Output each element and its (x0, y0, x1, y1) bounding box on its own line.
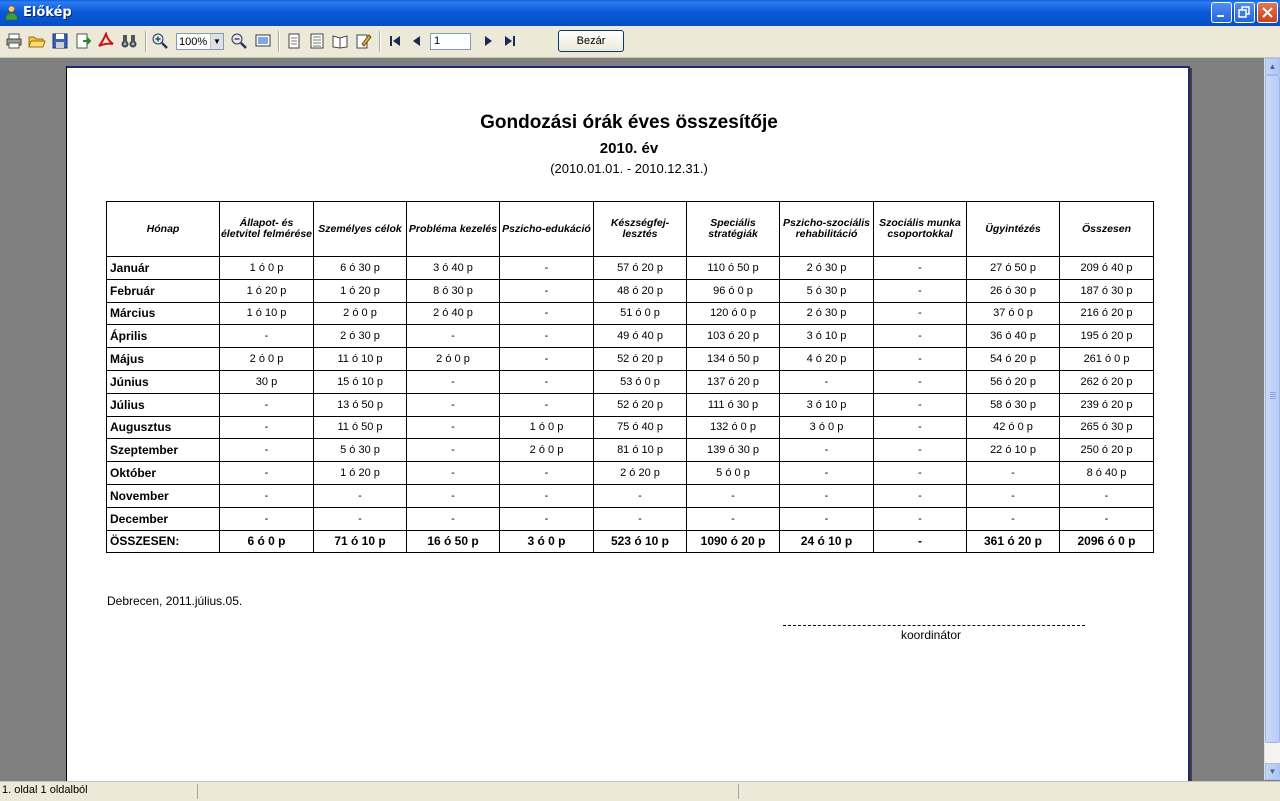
value-cell: 3 ó 40 p (407, 257, 500, 280)
value-cell: 8 ó 40 p (1060, 462, 1154, 485)
value-cell: 8 ó 30 p (407, 279, 500, 302)
value-cell: 5 ó 30 p (314, 439, 407, 462)
value-cell: - (780, 370, 874, 393)
value-cell: - (874, 370, 967, 393)
value-cell: - (780, 439, 874, 462)
book-view-button[interactable] (331, 32, 349, 50)
value-cell: - (314, 484, 407, 507)
value-cell: 49 ó 40 p (594, 325, 687, 348)
close-icon (1258, 3, 1277, 22)
value-cell: 134 ó 50 p (687, 348, 780, 371)
table-row (107, 279, 1154, 302)
total-cell: 3 ó 0 p (500, 530, 594, 553)
toolbar (0, 26, 1280, 58)
month-cell: Május (107, 348, 220, 371)
col-header: Ügyintézés (967, 202, 1060, 257)
table-row (107, 484, 1154, 507)
page-setup-button[interactable] (354, 32, 372, 50)
value-cell: - (967, 507, 1060, 530)
table-row (107, 416, 1154, 439)
value-cell: 11 ó 50 p (314, 416, 407, 439)
value-cell: 27 ó 50 p (967, 257, 1060, 280)
value-cell: - (220, 416, 314, 439)
thumb-grip (1270, 394, 1276, 395)
month-cell: November (107, 484, 220, 507)
open-book-icon (331, 32, 349, 50)
value-cell: 81 ó 10 p (594, 439, 687, 462)
total-cell: 6 ó 0 p (220, 530, 314, 553)
open-button[interactable] (28, 32, 46, 50)
value-cell: 4 ó 20 p (780, 348, 874, 371)
close-preview-button[interactable]: Bezár (558, 30, 624, 52)
value-cell: - (874, 507, 967, 530)
value-cell: - (500, 370, 594, 393)
total-label: ÖSSZESEN: (107, 530, 220, 553)
zoom-value: 100% (179, 36, 208, 48)
report-title: Gondozási órák éves összesítője (480, 112, 778, 133)
value-cell: 2 ó 0 p (407, 348, 500, 371)
total-cell: 24 ó 10 p (780, 530, 874, 553)
save-button[interactable] (51, 32, 69, 50)
table-row (107, 393, 1154, 416)
zoom-select[interactable] (176, 33, 224, 50)
value-cell: - (874, 484, 967, 507)
col-header: Pszicho-szociális rehabilitáció (780, 202, 874, 257)
value-cell: - (407, 370, 500, 393)
value-cell: 132 ó 0 p (687, 416, 780, 439)
value-cell: 103 ó 20 p (687, 325, 780, 348)
col-header: Összesen (1060, 202, 1154, 257)
value-cell: - (500, 393, 594, 416)
place-and-date: Debrecen, 2011.július.05. (107, 594, 243, 608)
export-document-icon (74, 32, 92, 50)
floppy-disk-icon (51, 32, 69, 50)
value-cell: - (220, 439, 314, 462)
value-cell: 75 ó 40 p (594, 416, 687, 439)
total-cell: 361 ó 20 p (967, 530, 1060, 553)
value-cell: 11 ó 10 p (314, 348, 407, 371)
value-cell: - (407, 484, 500, 507)
signature-line (783, 625, 1085, 626)
month-cell: December (107, 507, 220, 530)
total-cell: - (874, 530, 967, 553)
value-cell: 2 ó 30 p (780, 257, 874, 280)
col-header: Probléma kezelés (407, 202, 500, 257)
total-cell: 523 ó 10 p (594, 530, 687, 553)
next-page-icon (479, 32, 497, 50)
table-row (107, 507, 1154, 530)
value-cell: 216 ó 20 p (1060, 302, 1154, 325)
col-header: Készségfej-lesztés (594, 202, 687, 257)
signature-label: koordinátor (901, 628, 962, 642)
value-cell: - (407, 439, 500, 462)
value-cell: - (500, 302, 594, 325)
value-cell: 265 ó 30 p (1060, 416, 1154, 439)
value-cell: 250 ó 20 p (1060, 439, 1154, 462)
col-header: Speciális stratégiák (687, 202, 780, 257)
value-cell: - (500, 462, 594, 485)
last-page-icon (501, 32, 519, 50)
single-page-icon (285, 32, 303, 50)
report-year: 2010. év (599, 140, 659, 157)
window-title: Előkép (23, 5, 72, 20)
value-cell: - (874, 257, 967, 280)
value-cell: 195 ó 20 p (1060, 325, 1154, 348)
full-page-button[interactable] (254, 32, 272, 50)
total-cell: 71 ó 10 p (314, 530, 407, 553)
value-cell: 2 ó 30 p (780, 302, 874, 325)
report-page (66, 66, 1190, 796)
continuous-page-button[interactable] (308, 32, 326, 50)
vertical-scrollbar[interactable] (1264, 58, 1280, 780)
total-cell: 1090 ó 20 p (687, 530, 780, 553)
value-cell: 6 ó 30 p (314, 257, 407, 280)
value-cell: - (874, 302, 967, 325)
value-cell: - (220, 462, 314, 485)
value-cell: 5 ó 30 p (780, 279, 874, 302)
month-cell: Október (107, 462, 220, 485)
value-cell: 1 ó 20 p (314, 279, 407, 302)
value-cell: - (407, 507, 500, 530)
value-cell: 209 ó 40 p (1060, 257, 1154, 280)
value-cell: - (220, 393, 314, 416)
total-cell: 2096 ó 0 p (1060, 530, 1154, 553)
month-cell: Április (107, 325, 220, 348)
title-bar (0, 0, 1280, 26)
value-cell: - (594, 507, 687, 530)
value-cell: 5 ó 0 p (687, 462, 780, 485)
status-bar (0, 781, 1280, 801)
value-cell: - (687, 484, 780, 507)
col-header: Hónap (107, 202, 220, 257)
minimize-button[interactable] (1211, 2, 1232, 23)
value-cell: - (1060, 507, 1154, 530)
value-cell: 261 ó 0 p (1060, 348, 1154, 371)
table-row (107, 370, 1154, 393)
maximize-button[interactable] (1234, 2, 1255, 23)
value-cell: - (500, 325, 594, 348)
value-cell: 52 ó 20 p (594, 348, 687, 371)
value-cell: 2 ó 30 p (314, 325, 407, 348)
value-cell: - (500, 348, 594, 371)
previous-page-button[interactable] (408, 32, 426, 50)
toolbar-separator (145, 31, 147, 52)
toolbar-separator (379, 31, 381, 52)
value-cell: 110 ó 50 p (687, 257, 780, 280)
app-person-icon (4, 5, 19, 21)
value-cell: 57 ó 20 p (594, 257, 687, 280)
value-cell: - (220, 484, 314, 507)
table-row (107, 439, 1154, 462)
value-cell: - (874, 462, 967, 485)
value-cell: 187 ó 30 p (1060, 279, 1154, 302)
value-cell: 3 ó 0 p (780, 416, 874, 439)
value-cell: 137 ó 20 p (687, 370, 780, 393)
value-cell: - (967, 462, 1060, 485)
value-cell: - (407, 416, 500, 439)
printer-icon (5, 32, 23, 50)
value-cell: - (874, 393, 967, 416)
summary-table (106, 201, 1154, 553)
month-cell: Július (107, 393, 220, 416)
value-cell: 2 ó 20 p (594, 462, 687, 485)
value-cell: - (967, 484, 1060, 507)
value-cell: 3 ó 10 p (780, 325, 874, 348)
zoom-in-button[interactable] (151, 32, 169, 50)
table-row (107, 325, 1154, 348)
total-row (107, 530, 1154, 553)
value-cell: 1 ó 10 p (220, 302, 314, 325)
value-cell: 262 ó 20 p (1060, 370, 1154, 393)
month-cell: Március (107, 302, 220, 325)
value-cell: 2 ó 0 p (314, 302, 407, 325)
value-cell: 13 ó 50 p (314, 393, 407, 416)
value-cell: 22 ó 10 p (967, 439, 1060, 462)
thumb-grip (1270, 396, 1276, 397)
value-cell: - (874, 416, 967, 439)
first-page-button[interactable] (386, 32, 404, 50)
header-row (107, 202, 1154, 257)
value-cell: 2 ó 0 p (500, 439, 594, 462)
value-cell: 54 ó 20 p (967, 348, 1060, 371)
print-button[interactable] (5, 32, 23, 50)
value-cell: 42 ó 0 p (967, 416, 1060, 439)
last-page-button[interactable] (501, 32, 519, 50)
report-date-range: (2010.01.01. - 2010.12.31.) (550, 161, 708, 176)
value-cell: - (874, 325, 967, 348)
value-cell: 139 ó 30 p (687, 439, 780, 462)
month-cell: Augusztus (107, 416, 220, 439)
folder-open-icon (28, 32, 46, 50)
value-cell: 52 ó 20 p (594, 393, 687, 416)
value-cell: - (1060, 484, 1154, 507)
scroll-down-button[interactable]: ▼ (1265, 763, 1280, 780)
value-cell: 1 ó 0 p (220, 257, 314, 280)
value-cell: 58 ó 30 p (967, 393, 1060, 416)
month-cell: Január (107, 257, 220, 280)
export-button[interactable] (74, 32, 92, 50)
value-cell: - (220, 507, 314, 530)
total-cell: 16 ó 50 p (407, 530, 500, 553)
value-cell: 1 ó 0 p (500, 416, 594, 439)
value-cell: - (874, 279, 967, 302)
find-button[interactable] (120, 32, 138, 50)
value-cell: 48 ó 20 p (594, 279, 687, 302)
value-cell: - (407, 462, 500, 485)
pdf-export-button[interactable] (97, 32, 115, 50)
value-cell: 2 ó 40 p (407, 302, 500, 325)
minimize-icon (1212, 3, 1231, 22)
edit-page-icon (354, 32, 372, 50)
table-row (107, 302, 1154, 325)
value-cell: 37 ó 0 p (967, 302, 1060, 325)
value-cell: 96 ó 0 p (687, 279, 780, 302)
value-cell: 2 ó 0 p (220, 348, 314, 371)
binoculars-icon (120, 32, 138, 50)
value-cell: - (500, 279, 594, 302)
scroll-up-button[interactable]: ▲ (1265, 58, 1280, 75)
page-number-input[interactable]: 1 (430, 33, 471, 50)
value-cell: - (780, 462, 874, 485)
restore-icon (1235, 3, 1254, 22)
value-cell: 1 ó 20 p (220, 279, 314, 302)
pdf-icon (97, 32, 115, 50)
toolbar-separator (278, 31, 280, 52)
zoom-out-icon (230, 32, 248, 50)
table-row (107, 257, 1154, 280)
next-page-button[interactable] (479, 32, 497, 50)
value-cell: 30 p (220, 370, 314, 393)
table-row (107, 348, 1154, 371)
multi-page-icon (308, 32, 326, 50)
col-header: Szociális munka csoportokkal (874, 202, 967, 257)
status-panel (198, 784, 739, 799)
value-cell: - (687, 507, 780, 530)
value-cell: 26 ó 30 p (967, 279, 1060, 302)
value-cell: 120 ó 0 p (687, 302, 780, 325)
full-page-icon (254, 32, 272, 50)
value-cell: 111 ó 30 p (687, 393, 780, 416)
value-cell: - (500, 257, 594, 280)
value-cell: - (874, 439, 967, 462)
value-cell: - (780, 507, 874, 530)
value-cell: - (874, 348, 967, 371)
value-cell: 56 ó 20 p (967, 370, 1060, 393)
month-cell: Szeptember (107, 439, 220, 462)
value-cell: - (314, 507, 407, 530)
chevron-down-icon[interactable]: ▼ (210, 34, 223, 49)
first-page-icon (386, 32, 404, 50)
month-cell: Február (107, 279, 220, 302)
value-cell: 51 ó 0 p (594, 302, 687, 325)
value-cell: - (500, 484, 594, 507)
value-cell: - (407, 393, 500, 416)
value-cell: 1 ó 20 p (314, 462, 407, 485)
value-cell: 3 ó 10 p (780, 393, 874, 416)
value-cell: - (780, 484, 874, 507)
col-header: Állapot- és életvitel felmérése (220, 202, 314, 257)
value-cell: - (594, 484, 687, 507)
value-cell: 239 ó 20 p (1060, 393, 1154, 416)
zoom-in-icon (151, 32, 169, 50)
status-page-info: 1. oldal 1 oldalból (0, 784, 198, 799)
scroll-thumb[interactable] (1265, 75, 1280, 743)
previous-page-icon (408, 32, 426, 50)
value-cell: - (407, 325, 500, 348)
col-header: Személyes célok (314, 202, 407, 257)
value-cell: 15 ó 10 p (314, 370, 407, 393)
single-page-button[interactable] (285, 32, 303, 50)
value-cell: 36 ó 40 p (967, 325, 1060, 348)
value-cell: - (500, 507, 594, 530)
close-window-button[interactable] (1257, 2, 1278, 23)
thumb-grip (1270, 398, 1276, 399)
zoom-out-button[interactable] (230, 32, 248, 50)
col-header: Pszicho-edukáció (500, 202, 594, 257)
table-row (107, 462, 1154, 485)
value-cell: 53 ó 0 p (594, 370, 687, 393)
thumb-grip (1270, 392, 1276, 393)
month-cell: Június (107, 370, 220, 393)
value-cell: - (220, 325, 314, 348)
